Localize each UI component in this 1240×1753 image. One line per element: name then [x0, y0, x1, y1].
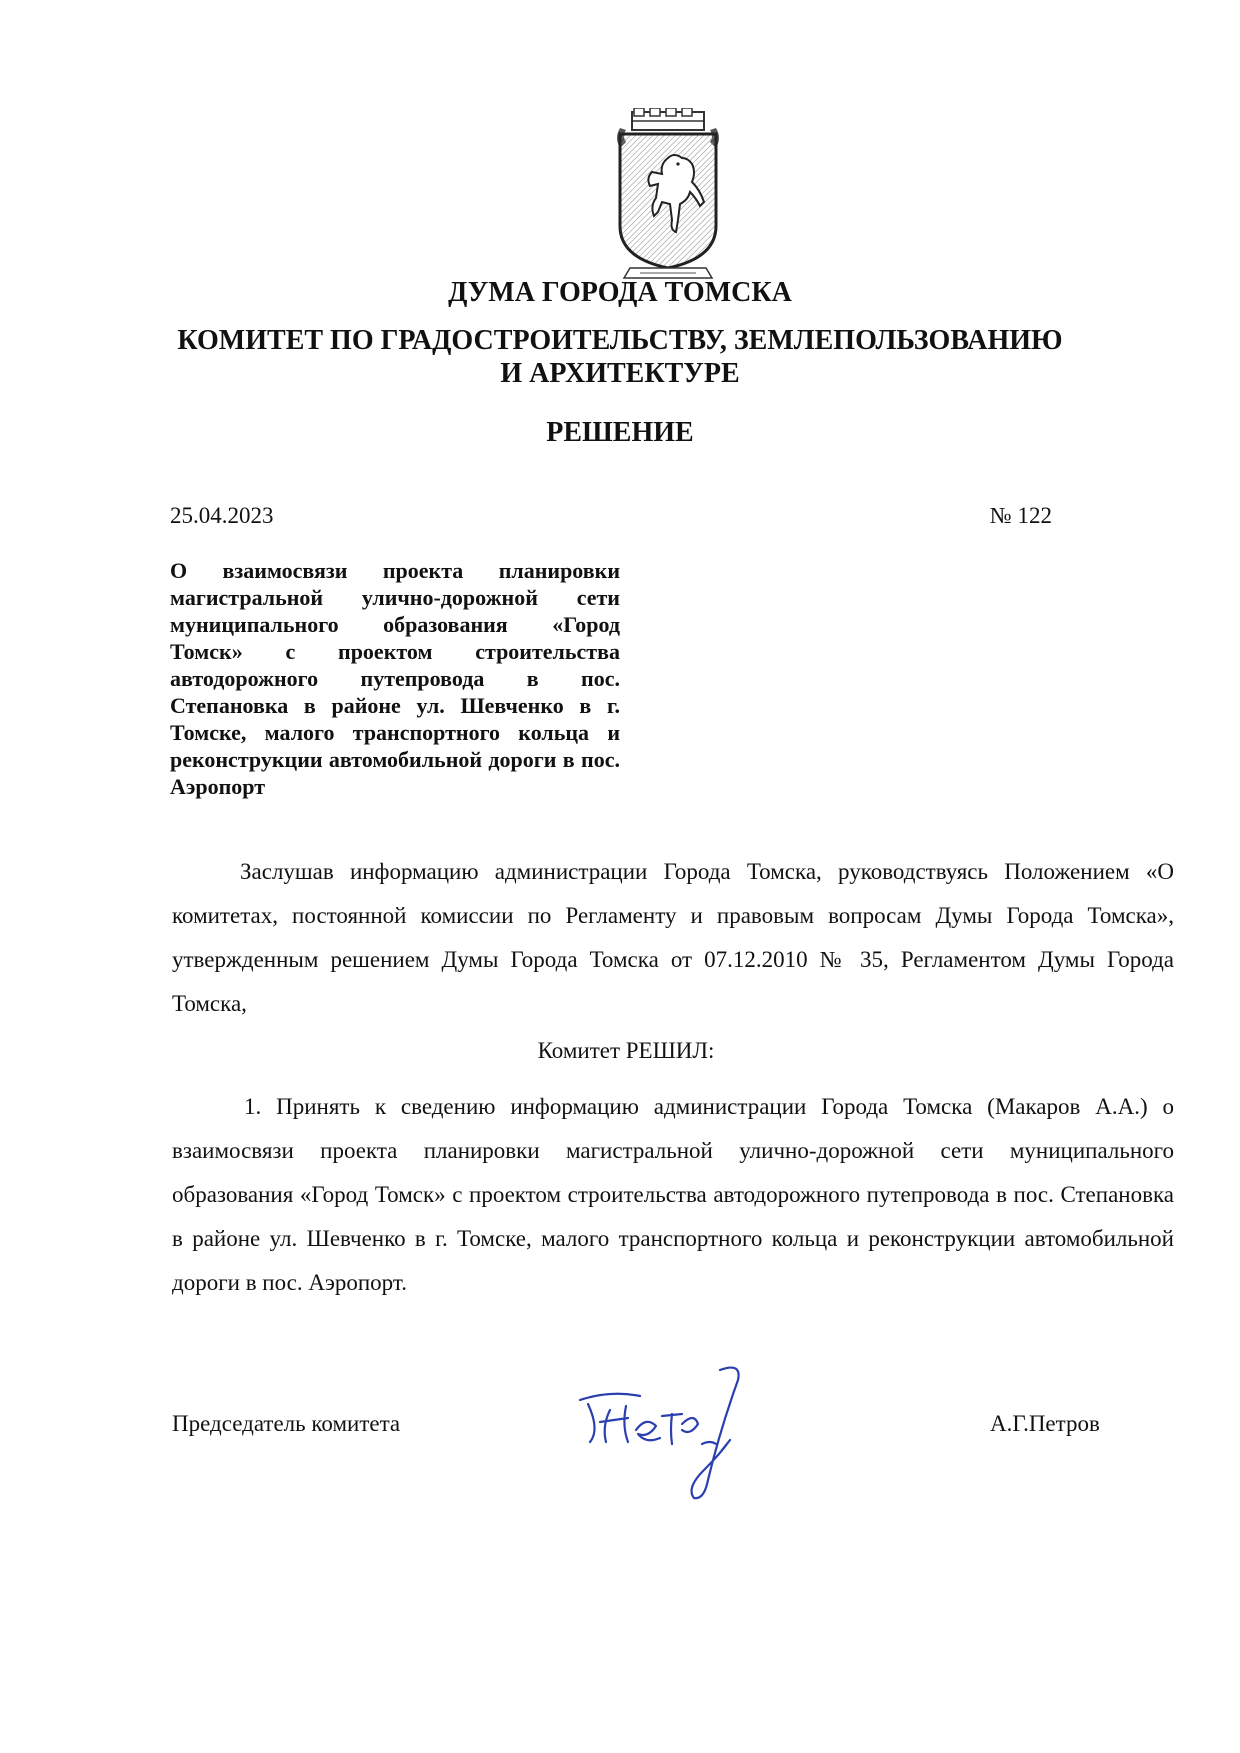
committee-title	[0, 324, 1240, 390]
organization-title: ДУМА ГОРОДА ТОМСКА	[448, 277, 792, 308]
document-subject: О взаимосвязи проекта планировки магистральной улично-дорожной сети муниципального образования «Город Томск» с проектом строительства автодорожного путепровода в пос. Степановка в районе ул. Шевченко в г. Томске, малого транспортного кольца и реконструкции автомобильной дороги в пос. Аэропорт	[170, 558, 620, 799]
document-type: РЕШЕНИЕ	[546, 417, 694, 448]
committee-title-line-1: КОМИТЕТ ПО ГРАДОСТРОИТЕЛЬСТВУ, ЗЕМЛЕПОЛЬЗОВАНИЮ	[177, 325, 1063, 356]
preamble-paragraph: Заслушав информацию администрации Города Томска, руководствуясь Положением «О комитетах, постоянной комиссии по Регламенту и правовым вопросам Думы Города Томска», утвержденным решением Думы Города Томска от 07.12.2010 № 35, Регламентом Думы Города Томска,	[172, 859, 1174, 1016]
document-date: 25.04.2023	[170, 503, 274, 528]
tomsk-coat-of-arms-icon	[612, 108, 724, 283]
signatory-name: А.Г.Петров	[990, 1411, 1100, 1436]
document-number: № 122	[989, 503, 1052, 528]
resolution-heading: Комитет РЕШИЛ:	[537, 1038, 715, 1063]
signatory-role: Председатель комитета	[172, 1411, 401, 1436]
handwritten-signature	[570, 1360, 790, 1510]
committee-title-line-2: И АРХИТЕКТУРЕ	[500, 358, 740, 389]
resolution-point-1: 1. Принять к сведению информацию администрации Города Томска (Макаров А.А.) о взаимосвязи проекта планировки магистральной улично-дорожной сети муниципального образования «Город Томск» с проектом строительства автодорожного путепровода в пос. Степановка в районе ул. Шевченко в г. Томске, малого транспортного кольца и реконструкции автомобильной дороги в пос. Аэропорт.	[172, 1094, 1174, 1295]
